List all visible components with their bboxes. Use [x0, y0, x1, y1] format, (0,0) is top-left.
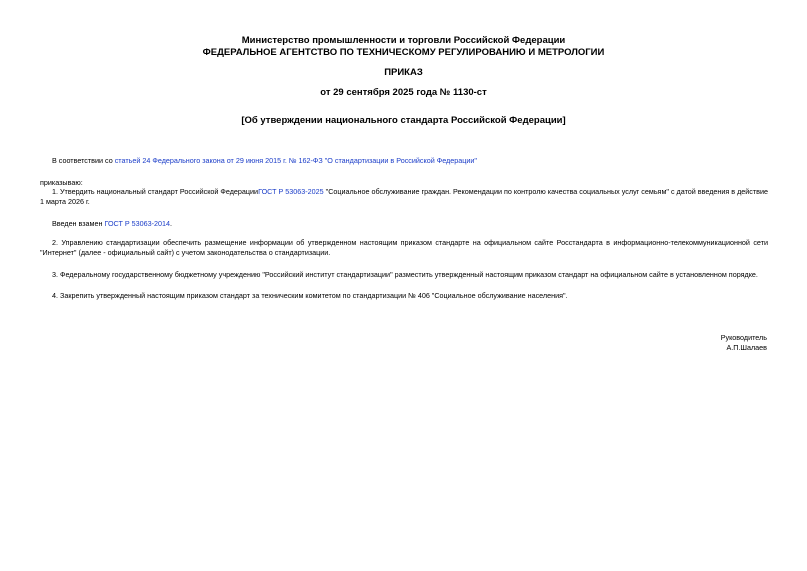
- document-date-number: от 29 сентября 2025 года № 1130-ст: [320, 87, 487, 98]
- item-1-suffix: "Социальное обслуживание граждан. Рекомендации по контролю качества социальных услуг семьям" с датой введения в действие 1 марта 2026 г.: [40, 187, 768, 206]
- signature-name: А.П.Шалаев: [726, 343, 767, 352]
- agency-name: ФЕДЕРАЛЬНОЕ АГЕНТСТВО ПО ТЕХНИЧЕСКОМУ РЕГУЛИРОВАНИЮ И МЕТРОЛОГИИ: [202, 47, 605, 58]
- order-word: приказываю:: [40, 178, 83, 187]
- gost-2014-link[interactable]: ГОСТ Р 53063-2014: [104, 219, 171, 228]
- item-4-paragraph: 4. Закрепить утвержденный настоящим приказом стандарт за техническим комитетом по стандартизации № 406 "Социальное обслуживание населения".: [52, 291, 568, 300]
- replaced-standard-paragraph: [40, 219, 768, 229]
- item-3-paragraph: 3. Федеральному государственному бюджетному учреждению "Российский институт стандартизации" разместить утвержденный настоящим приказом стандарт на официальном сайте в установленном порядке.: [52, 270, 758, 279]
- replaced-prefix: Введен взамен: [52, 219, 105, 228]
- intro-paragraph: [40, 156, 768, 166]
- item-1-prefix: 1. Утвердить национальный стандарт Российской Федерации: [52, 187, 259, 196]
- item-2-paragraph: 2. Управлению стандартизации обеспечить размещение информации об утвержденном настоящим приказом стандарте на официальном сайте Росстандарта в информационно-телекоммуникационной сети "Интернет" (далее - официальный сайт) с учетом законодательства о стандартизации.: [40, 238, 768, 257]
- ministry-name: Министерство промышленности и торговли Российской Федерации: [241, 35, 566, 46]
- document-type: ПРИКАЗ: [384, 67, 423, 78]
- gost-2025-link[interactable]: ГОСТ Р 53063-2025: [258, 187, 324, 196]
- signature-position: Руководитель: [720, 333, 767, 342]
- intro-prefix: В соответствии со: [52, 156, 115, 165]
- item-1-paragraph: [40, 187, 768, 207]
- federal-law-link[interactable]: статьей 24 Федерального закона от 29 июня 2015 г. № 162-ФЗ "О стандартизации в Российской Федерации": [114, 156, 477, 165]
- replaced-suffix: .: [170, 219, 173, 228]
- document-subject: [Об утверждении национального стандарта Российской Федерации]: [241, 115, 566, 126]
